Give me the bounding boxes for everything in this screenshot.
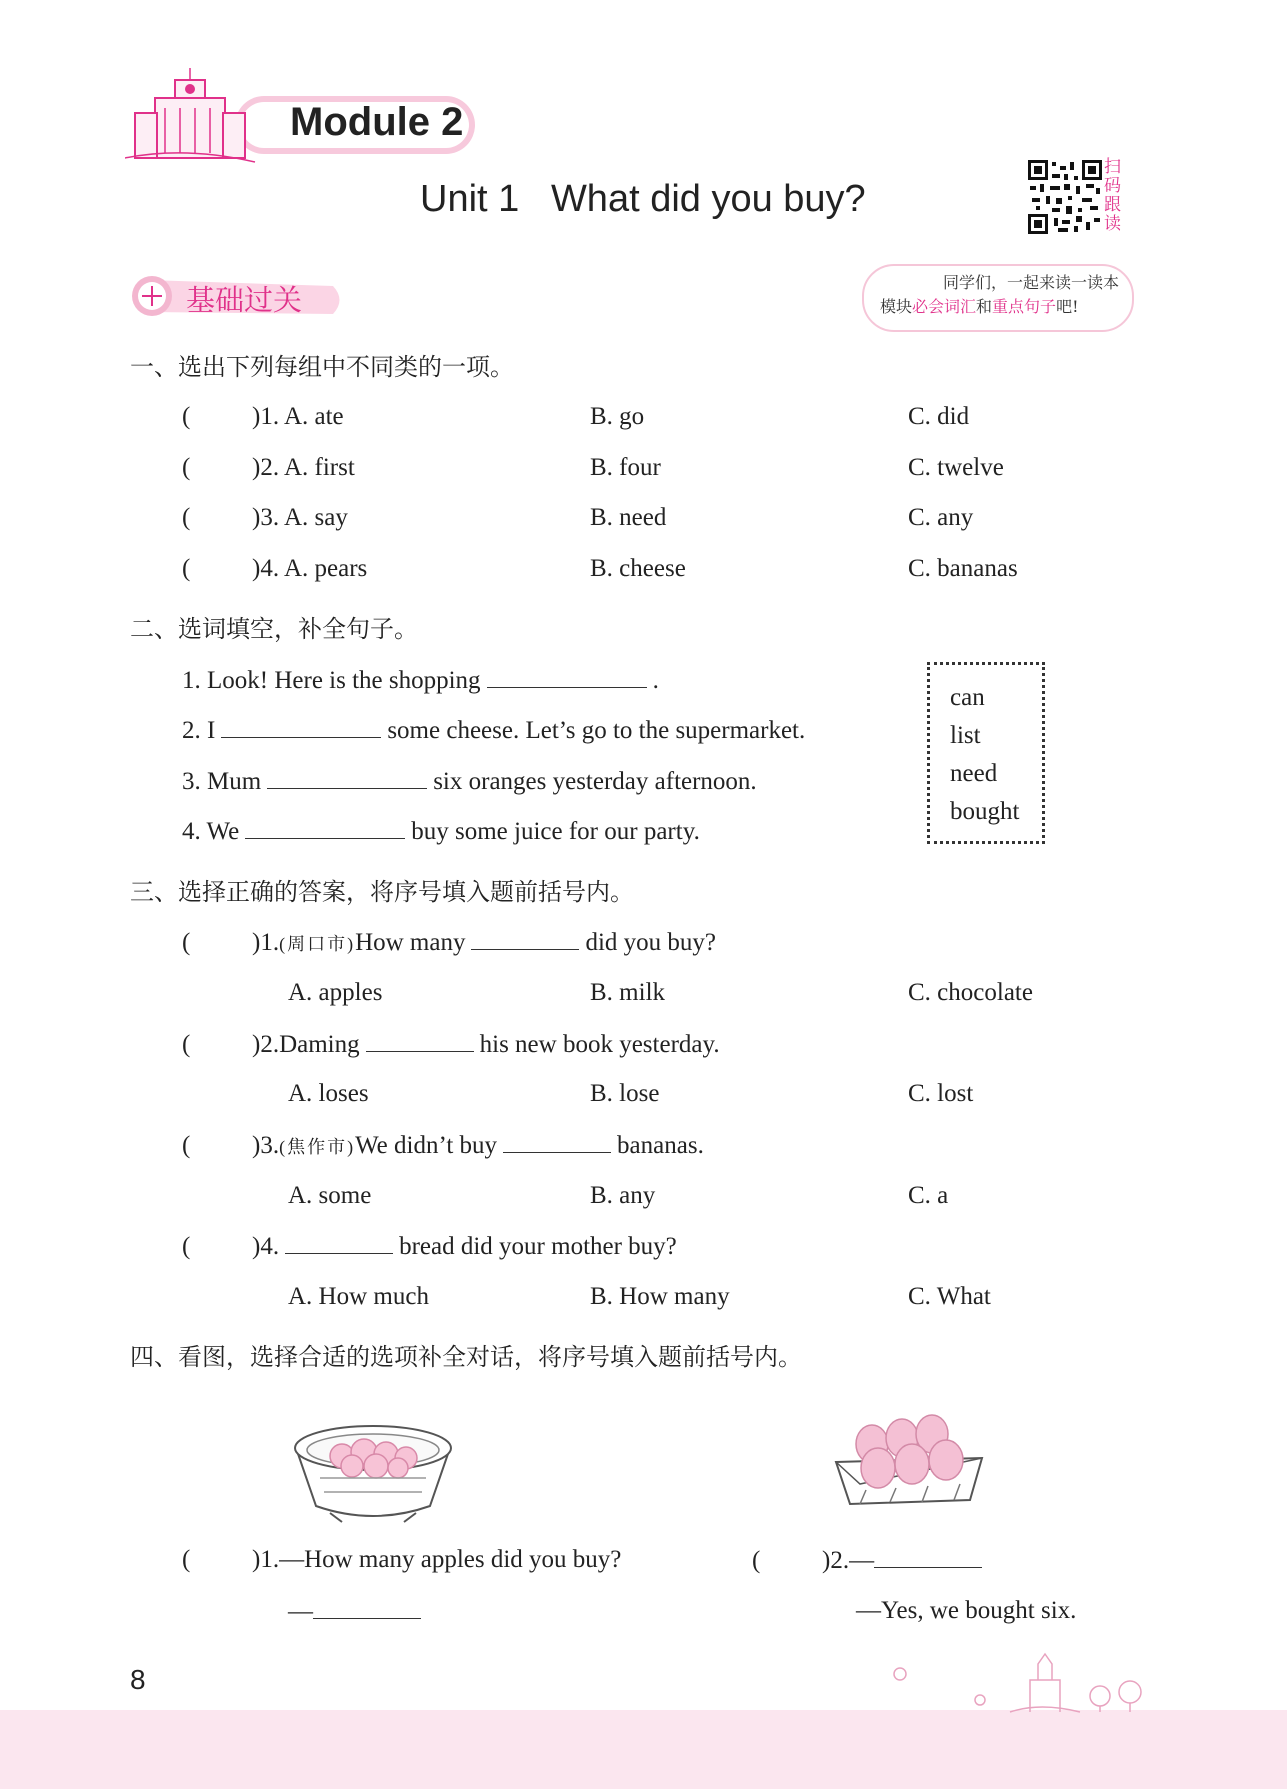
tip-line-2 xyxy=(880,295,1125,319)
question-number: )2. xyxy=(822,1547,850,1574)
word-bank-item: list xyxy=(950,722,981,749)
option-a: )4. A. pears xyxy=(252,555,368,582)
option-c: C. did xyxy=(908,403,970,430)
word-bank xyxy=(927,662,1045,844)
sentence-start: 1. Look! Here is the shopping xyxy=(182,667,481,694)
footer-band xyxy=(0,1710,1287,1789)
option-a: A. loses xyxy=(288,1080,369,1107)
tip-line-1: 同学们，一起来读一读本 xyxy=(942,273,1119,292)
part1-item-4 xyxy=(182,554,367,584)
part2-heading: 二、选词填空，补全句子。 xyxy=(130,615,418,643)
footer-castle-icon xyxy=(880,1650,1170,1714)
dialog-dash: — xyxy=(288,1598,313,1625)
fill-blank[interactable] xyxy=(221,715,381,738)
question-end: bananas. xyxy=(617,1132,704,1159)
option-b: B. cheese xyxy=(590,555,686,582)
question-end: did you buy? xyxy=(585,929,717,956)
egg-carton-picture xyxy=(830,1410,990,1514)
qr-code-icon[interactable] xyxy=(1028,160,1102,234)
unit-title: Unit 1 What did you buy? xyxy=(420,178,866,220)
question-end: his new book yesterday. xyxy=(479,1031,720,1058)
page-number: 8 xyxy=(130,1664,146,1695)
answer-bracket[interactable]: ( xyxy=(182,1132,191,1159)
option-a: )2. A. first xyxy=(252,454,355,481)
option-a: A. apples xyxy=(288,979,383,1006)
part1-item-1 xyxy=(182,402,344,432)
question-source: (焦作市) xyxy=(279,1137,356,1157)
word-bank-item: bought xyxy=(950,798,1020,825)
egg-icon xyxy=(856,1415,963,1488)
option-c: C. What xyxy=(908,1283,991,1310)
tip-text xyxy=(880,271,1125,319)
option-b: B. four xyxy=(590,454,661,481)
fill-blank[interactable] xyxy=(366,1029,474,1052)
tip-text-plain: 和 xyxy=(976,297,993,316)
part2-item-3 xyxy=(182,766,757,797)
option-a: )3. A. say xyxy=(252,504,348,531)
part1-item-2 xyxy=(182,453,355,483)
option-c: C. bananas xyxy=(908,555,1018,582)
dialog-dash: — xyxy=(849,1547,875,1574)
answer-bracket[interactable]: ( xyxy=(182,454,191,481)
part4-item-1-answer xyxy=(288,1596,427,1627)
part2-item-1 xyxy=(182,665,659,696)
apple-bowl-picture xyxy=(290,1418,456,1524)
sentence-start: 4. We xyxy=(182,818,240,845)
section-badge-label: 基础过关 xyxy=(186,283,303,317)
sentence-end: some cheese. Let’s go to the supermarket. xyxy=(387,717,806,744)
answer-bracket[interactable]: ( xyxy=(182,403,191,430)
sentence-start: 3. Mum xyxy=(182,768,262,795)
sentence-start: 2. I xyxy=(182,717,216,744)
tip-highlight-sentences: 重点句子 xyxy=(992,297,1057,316)
question-start: How many xyxy=(355,929,466,956)
tip-text-plain: 吧! xyxy=(1056,297,1079,316)
question-number: )4. xyxy=(252,1233,280,1260)
answer-bracket[interactable]: ( xyxy=(182,1031,191,1058)
qr-label-char: 跟 xyxy=(1104,195,1121,215)
answer-bracket[interactable]: ( xyxy=(182,929,191,956)
part2-item-2 xyxy=(182,715,805,746)
answer-bracket[interactable]: ( xyxy=(182,1546,191,1573)
option-c: C. twelve xyxy=(908,454,1004,481)
part1-heading: 一、选出下列每组中不同类的一项。 xyxy=(130,353,514,381)
part4-heading: 四、看图，选择合适的选项补全对话，将序号填入题前括号内。 xyxy=(130,1343,802,1371)
question-start: We didn’t buy xyxy=(355,1132,498,1159)
part4-item-1 xyxy=(182,1545,621,1575)
tip-highlight-vocab: 必会词汇 xyxy=(912,297,977,316)
option-a: A. How much xyxy=(288,1283,429,1310)
fill-blank[interactable] xyxy=(285,1231,393,1254)
question-end: bread did your mother buy? xyxy=(399,1233,677,1260)
fill-blank[interactable] xyxy=(471,927,579,950)
option-b: B. need xyxy=(590,504,667,531)
word-bank-item: need xyxy=(950,760,998,787)
option-b: B. How many xyxy=(590,1283,730,1310)
sentence-end: . xyxy=(652,667,659,694)
question-number: )1. xyxy=(252,929,280,956)
answer-bracket[interactable]: ( xyxy=(182,504,191,531)
qr-label xyxy=(1104,158,1124,234)
part3-item-4 xyxy=(182,1231,677,1262)
word-bank-item: can xyxy=(950,684,985,711)
question-number: )2. xyxy=(252,1031,280,1058)
part2-item-4 xyxy=(182,816,700,847)
fill-blank[interactable] xyxy=(874,1545,982,1568)
sentence-end: buy some juice for our party. xyxy=(411,818,700,845)
dialog-line: —Yes, we bought six. xyxy=(856,1597,1077,1624)
part3-heading: 三、选择正确的答案，将序号填入题前括号内。 xyxy=(130,878,634,906)
module-title: Module 2 xyxy=(290,100,464,144)
answer-bracket[interactable]: ( xyxy=(182,555,191,582)
fill-blank[interactable] xyxy=(313,1596,421,1619)
answer-bracket[interactable]: ( xyxy=(752,1547,761,1574)
sentence-end: six oranges yesterday afternoon. xyxy=(433,768,757,795)
part4-item-2 xyxy=(752,1545,988,1576)
tip-text-plain: 模块 xyxy=(880,297,913,316)
option-c: C. chocolate xyxy=(908,979,1033,1006)
option-c: C. a xyxy=(908,1182,949,1209)
fill-blank[interactable] xyxy=(503,1130,611,1153)
qr-label-char: 码 xyxy=(1104,176,1121,196)
question-number: )3. xyxy=(252,1132,280,1159)
option-c: C. lost xyxy=(908,1080,974,1107)
question-start: Daming xyxy=(279,1031,360,1058)
part3-item-2 xyxy=(182,1029,720,1060)
option-c: C. any xyxy=(908,504,974,531)
option-a: A. some xyxy=(288,1182,372,1209)
qr-label-char: 扫 xyxy=(1104,157,1121,177)
option-b: B. go xyxy=(590,403,645,430)
option-b: B. any xyxy=(590,1182,656,1209)
dialog-line: —How many apples did you buy? xyxy=(279,1546,622,1573)
part3-item-1 xyxy=(182,927,716,959)
option-b: B. milk xyxy=(590,979,666,1006)
part3-item-3 xyxy=(182,1130,704,1162)
fill-blank[interactable] xyxy=(267,766,427,789)
question-number: )1. xyxy=(252,1546,280,1573)
fill-blank[interactable] xyxy=(245,816,405,839)
part1-item-3 xyxy=(182,503,348,533)
option-a: )1. A. ate xyxy=(252,403,344,430)
answer-bracket[interactable]: ( xyxy=(182,1233,191,1260)
option-b: B. lose xyxy=(590,1080,660,1107)
fill-blank[interactable] xyxy=(487,665,647,688)
question-source: (周口市) xyxy=(279,934,356,954)
qr-label-char: 读 xyxy=(1104,214,1121,234)
